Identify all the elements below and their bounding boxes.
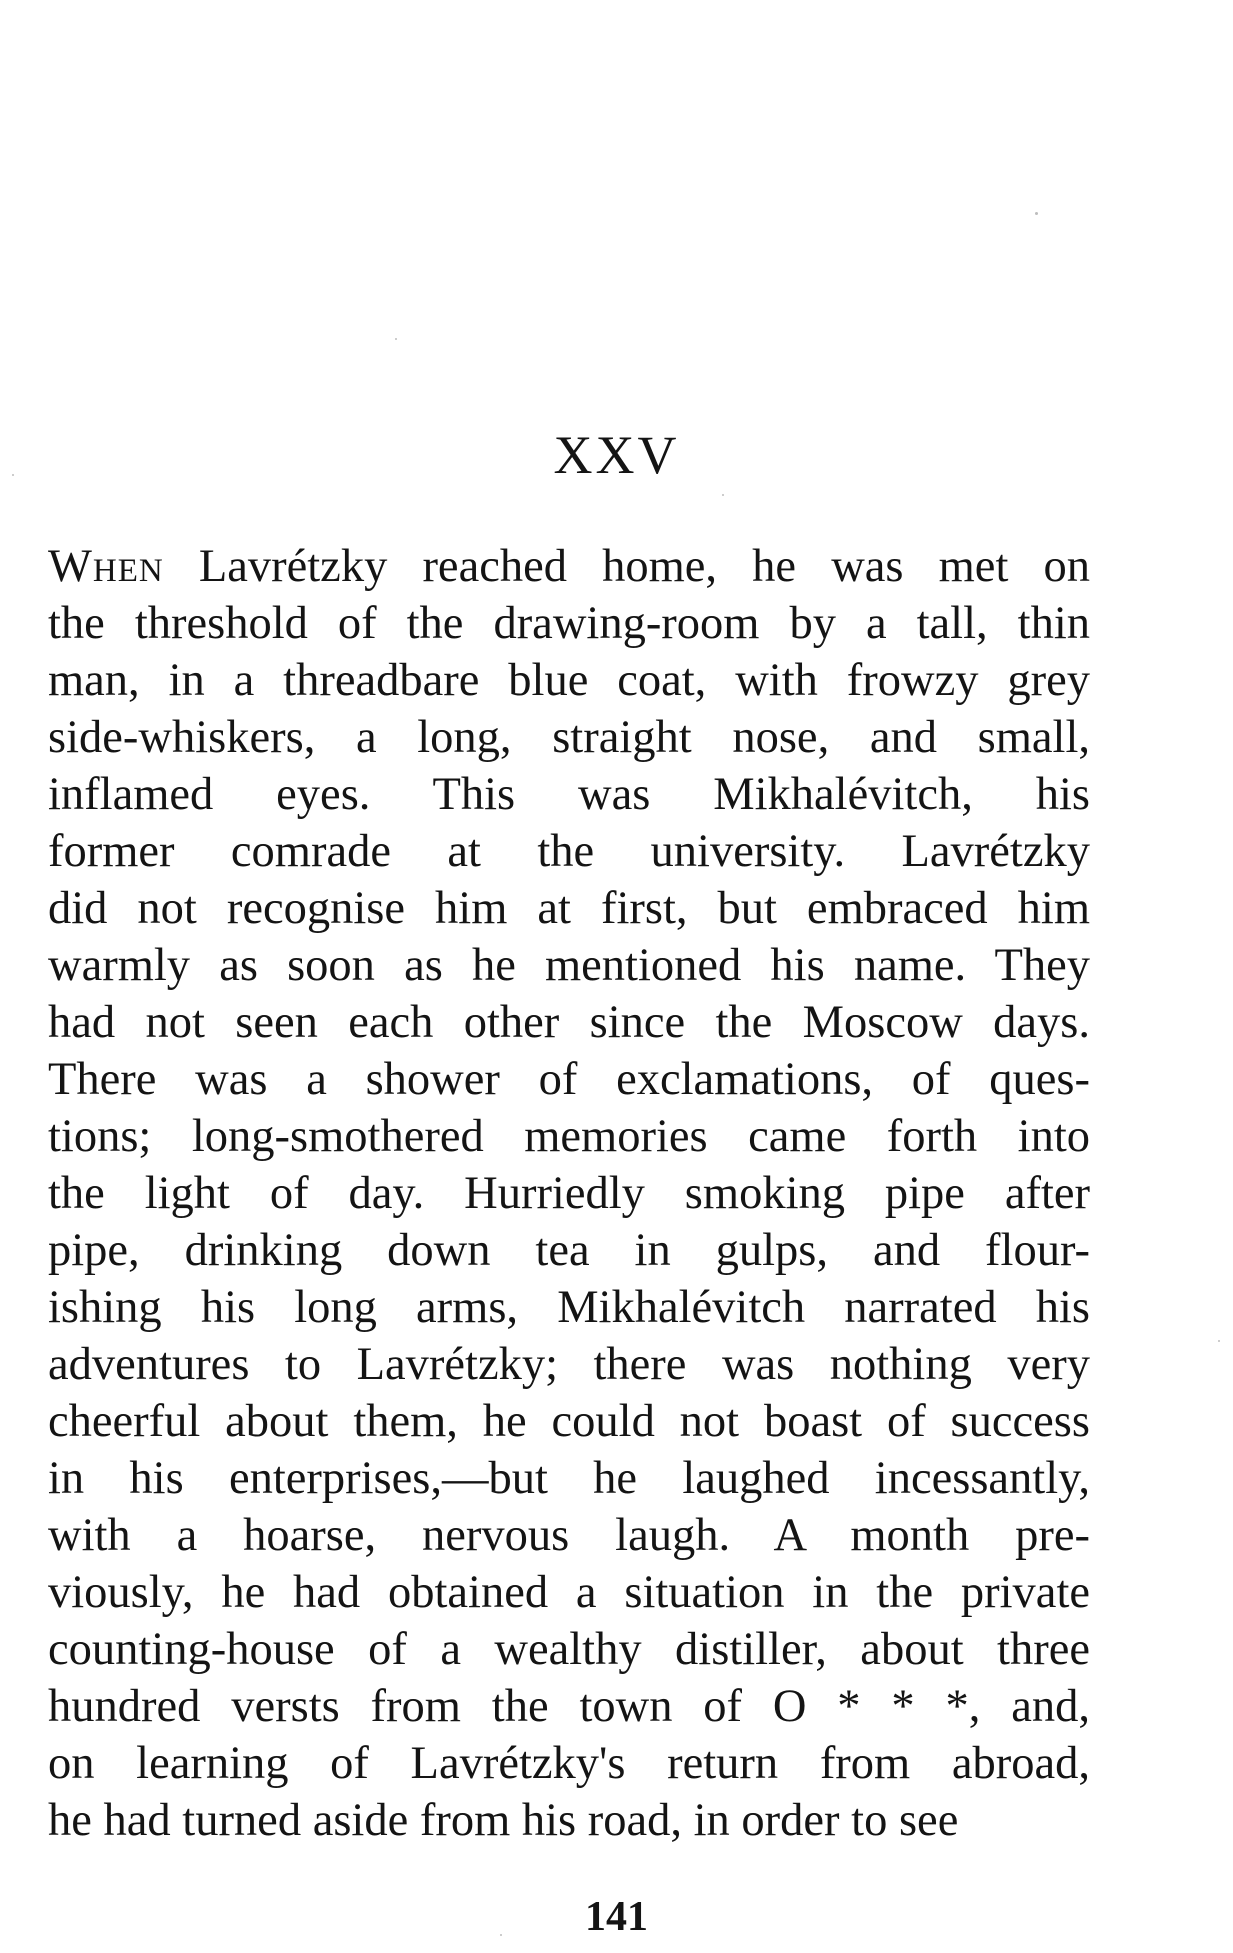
text-line: There was a shower of exclamations, of ques- xyxy=(48,1054,1090,1105)
text-line: the light of day. Hurriedly smoking pipe after xyxy=(48,1168,1090,1219)
text-line: ishing his long arms, Mikhalévitch narrated his xyxy=(48,1282,1090,1333)
text-line: with a hoarse, nervous laugh. A month pre- xyxy=(48,1510,1090,1561)
text-line: did not recognise him at first, but embraced him xyxy=(48,883,1090,934)
text-line: tions; long-smothered memories came forth into xyxy=(48,1111,1090,1162)
text-line: had not seen each other since the Moscow days. xyxy=(48,997,1090,1048)
text-line: hundred versts from the town of O * * *, and, xyxy=(48,1681,1090,1732)
chapter-heading: XXV xyxy=(553,425,680,485)
page-number: 141 xyxy=(585,1894,648,1940)
scan-speck xyxy=(500,1934,502,1936)
text-line: man, in a threadbare blue coat, with frowzy grey xyxy=(48,655,1090,706)
text-line: former comrade at the university. Lavrétzky xyxy=(48,826,1090,877)
text-line-rest: Lavrétzky reached home, he was met on xyxy=(163,541,1090,592)
text-line: counting-house of a wealthy distiller, about three xyxy=(48,1624,1090,1675)
scan-speck xyxy=(722,494,724,496)
text-line: on learning of Lavrétzky's return from abroad, xyxy=(48,1738,1090,1789)
scan-speck xyxy=(1218,1340,1220,1342)
text-line: inflamed eyes. This was Mikhalévitch, his xyxy=(48,769,1090,820)
text-line: cheerful about them, he could not boast of success xyxy=(48,1396,1090,1447)
text-line: he had turned aside from his road, in order to see xyxy=(48,1795,959,1846)
text-line: viously, he had obtained a situation in the private xyxy=(48,1567,1090,1618)
body-paragraph xyxy=(48,538,1090,1849)
text-line: pipe, drinking down tea in gulps, and flour- xyxy=(48,1225,1090,1276)
text-line xyxy=(48,538,1090,595)
text-line: warmly as soon as he mentioned his name. They xyxy=(48,940,1090,991)
text-line: adventures to Lavrétzky; there was nothing very xyxy=(48,1339,1090,1390)
text-line: side-whiskers, a long, straight nose, and small, xyxy=(48,712,1090,763)
text-line: in his enterprises,—but he laughed incessantly, xyxy=(48,1453,1090,1504)
drop-word: When xyxy=(48,541,164,592)
scan-speck xyxy=(395,338,397,340)
scan-speck xyxy=(12,474,14,476)
scan-speck xyxy=(1035,212,1038,215)
text-line: the threshold of the drawing-room by a tall, thin xyxy=(48,598,1090,649)
